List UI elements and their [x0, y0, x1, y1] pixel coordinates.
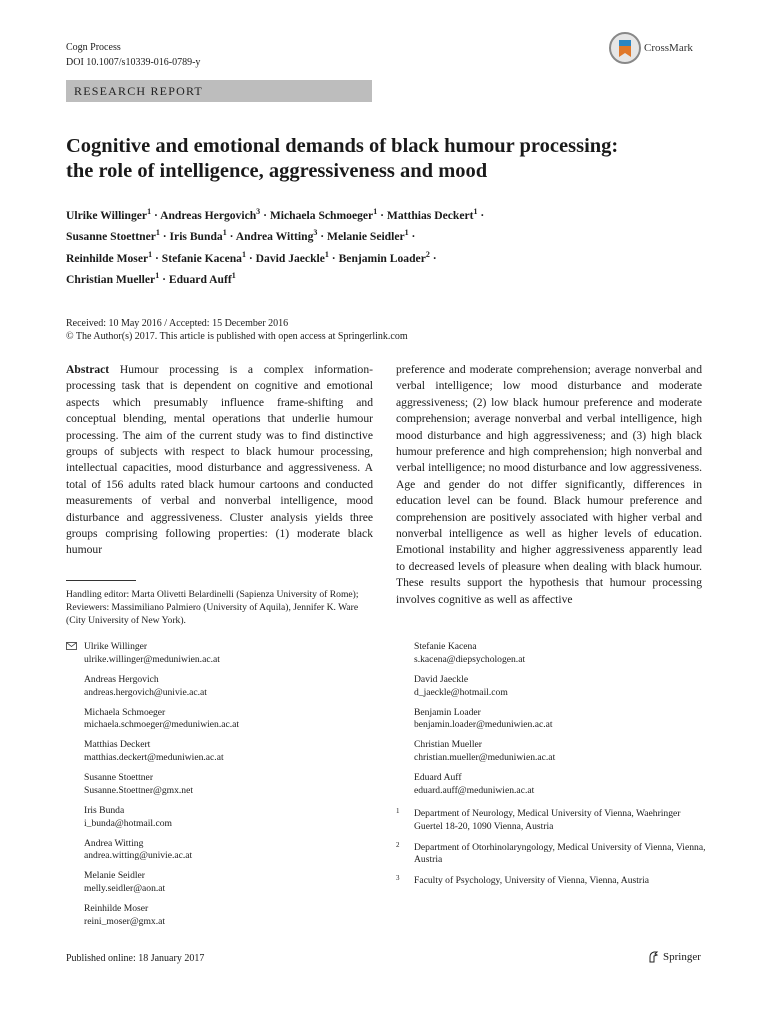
contact-entry — [66, 903, 376, 929]
author-affiliation-marker: 2 — [425, 249, 430, 259]
author-affiliation-marker: 1 — [155, 271, 160, 281]
crossmark-badge[interactable] — [608, 30, 708, 66]
springer-horse-icon — [648, 951, 659, 963]
author-name[interactable]: Ulrike Willinger — [66, 208, 148, 222]
author-name[interactable]: Eduard Auff — [168, 272, 232, 286]
contact-entry — [66, 739, 376, 765]
author-name[interactable]: Christian Mueller — [66, 272, 156, 286]
author-separator: · — [408, 230, 416, 244]
contact-name: Iris Bunda — [84, 804, 125, 816]
contact-entry — [396, 674, 706, 700]
author-separator: · — [429, 251, 437, 265]
abstract-paragraph-left — [66, 362, 373, 559]
author-list — [66, 203, 686, 288]
author-affiliation-marker: 1 — [147, 207, 152, 216]
contact-entry — [66, 772, 376, 798]
contact-name: Ulrike Willinger — [84, 641, 148, 652]
contact-name: Christian Mueller — [414, 739, 482, 751]
contact-email[interactable]: eduard.auff@meduniwien.ac.at — [414, 784, 535, 796]
contact-email[interactable]: i_bunda@hotmail.com — [84, 817, 172, 829]
contact-entry — [396, 641, 706, 667]
author-affiliation-marker: 3 — [313, 228, 318, 238]
contact-name: Susanne Stoettner — [84, 772, 154, 784]
affiliation-number: 1 — [396, 807, 400, 815]
author-separator: · — [152, 251, 162, 265]
abstract-text-left: Humour processing is a complex information-processing task that is dependent on cognitive and emotional aspects which presumably influence frame-shifting and conceptual blending, mental operations that underlie humour processing. The aim of the current study was to find distinctive groups of subjects with respect to black humour processing, intellectual capacities, mood disturbance and aggressiveness. A total of 156 adults rated black humour cartoons and conducted measurements of verbal and nonverbal intelligence, mood disturbance and aggressiveness. Cluster analysis yields three groups comprising following properties: (1) moderate black humour — [66, 363, 373, 557]
affiliation-text: Department of Otorhinolaryngology, Medical University of Vienna, Vienna, Austria — [414, 841, 706, 866]
author-name[interactable]: Reinhilde Moser — [66, 251, 149, 265]
contact-entry — [66, 805, 376, 831]
contact-name: David Jaeckle — [414, 673, 469, 685]
contact-email[interactable]: Susanne.Stoettner@gmx.net — [84, 784, 194, 796]
envelope-icon — [66, 642, 77, 650]
affiliation-number: 2 — [396, 840, 400, 849]
author-separator: · — [317, 230, 328, 244]
author-name[interactable]: Andrea Witting — [235, 230, 314, 244]
abstract-heading: Abstract — [66, 363, 110, 376]
contact-name: Stefanie Kacena — [414, 641, 477, 652]
contact-name: Andrea Witting — [84, 837, 144, 849]
author-separator: · — [328, 251, 339, 265]
affiliation-entry — [396, 875, 706, 888]
affiliation-entry — [396, 808, 706, 834]
author-name[interactable]: Iris Bunda — [169, 230, 223, 244]
author-separator: · — [159, 230, 170, 244]
footnote-divider — [66, 580, 136, 581]
author-separator: · — [159, 272, 169, 286]
author-separator: · — [151, 208, 161, 222]
contact-email[interactable]: matthias.deckert@meduniwien.ac.at — [84, 752, 224, 764]
author-separator: · — [477, 208, 485, 222]
author-name[interactable]: David Jaeckle — [255, 251, 325, 265]
contact-entry — [66, 674, 376, 700]
license-note: © The Author(s) 2017. This article is published with open access at Springerlink.com — [66, 331, 408, 342]
contacts-right-column — [396, 641, 706, 805]
contact-email[interactable]: benjamin.loader@meduniwien.ac.at — [414, 719, 553, 731]
contact-name: Eduard Auff — [414, 772, 462, 784]
contact-email[interactable]: reini_moser@gmx.at — [84, 916, 166, 928]
author-name[interactable]: Michaela Schmoeger — [269, 208, 374, 222]
author-separator: · — [377, 208, 387, 222]
author-affiliation-marker: 1 — [241, 249, 246, 259]
contact-email[interactable]: s.kacena@diepsychologen.at — [414, 653, 526, 665]
handling-editor-note: Handling editor: Marta Olivetti Belardinelli (Sapienza University of Rome); Reviewers: Massimiliano Palmiero (University of Aquila), Jennifer K. Ware (City University of New York). — [66, 589, 359, 626]
author-name[interactable]: Stefanie Kacena — [161, 251, 242, 265]
affiliations-list — [396, 808, 706, 896]
abstract-left-column — [66, 362, 373, 559]
contact-entry — [396, 707, 706, 733]
contact-entry — [66, 870, 376, 896]
author-separator: · — [226, 230, 236, 244]
title-line-2: the role of intelligence, aggressiveness and mood — [66, 160, 488, 182]
contact-name: Benjamin Loader — [414, 706, 481, 718]
doi-link[interactable]: DOI 10.1007/s10339-016-0789-y — [66, 57, 201, 68]
author-name[interactable]: Benjamin Loader — [338, 251, 426, 265]
contact-entry — [396, 772, 706, 798]
affiliation-number: 3 — [396, 874, 400, 883]
author-name[interactable]: Susanne Stoettner — [66, 230, 156, 244]
contact-email[interactable]: melly.seidler@aon.at — [84, 883, 166, 895]
affiliation-text: Department of Neurology, Medical University of Vienna, Waehringer Guertel 18-20, 1090 Vienna, Austria — [414, 808, 681, 832]
contact-name: Reinhilde Moser — [84, 903, 149, 915]
contact-entry — [396, 739, 706, 765]
contact-name: Matthias Deckert — [84, 739, 151, 751]
abstract-text-right: preference and moderate comprehension; average nonverbal and verbal intelligence; low mood disturbance and moderate aggressiveness; (2) low black humour preference and moderate comprehension; average nonverbal and verbal intelligence, high mood disturbance and high aggressiveness; and (3) high black humour preference and high comprehension; high nonverbal and verbal intelligence; no mood disturbance and low aggressiveness. Age and gender do not differ significantly, differences in education level can be found. Black humour preference and comprehension are positively associated with higher verbal and nonverbal intelligence as well as higher levels of education. Emotional instability and higher aggressiveness apparently lead to decreased levels of pleasure when dealing with black humour. These results support the hypothesis that humour processing involves cognitive as well as affective — [396, 363, 702, 606]
author-affiliation-marker: 1 — [473, 207, 478, 216]
journal-name: Cogn Process — [66, 42, 121, 53]
author-name[interactable]: Melanie Seidler — [327, 230, 405, 244]
contacts-left-column — [66, 641, 376, 936]
crossmark-label: CrossMark — [644, 42, 693, 54]
contact-email[interactable]: andreas.hergovich@univie.ac.at — [84, 686, 207, 698]
contact-email[interactable]: christian.mueller@meduniwien.ac.at — [414, 752, 556, 764]
affiliation-entry — [396, 842, 706, 868]
contact-name: Andreas Hergovich — [84, 673, 159, 685]
publisher-name: Springer — [663, 951, 701, 963]
author-name[interactable]: Andreas Hergovich — [160, 208, 257, 222]
published-date: Published online: 18 January 2017 — [66, 953, 205, 964]
contact-email[interactable]: ulrike.willinger@meduniwien.ac.at — [84, 653, 220, 665]
paper-title — [66, 134, 706, 184]
author-affiliation-marker: 1 — [324, 249, 329, 259]
title-line-1: Cognitive and emotional demands of black humour processing: — [66, 135, 619, 157]
springer-logo — [648, 951, 701, 963]
contact-entry — [66, 707, 376, 733]
author-separator: · — [245, 251, 256, 265]
affiliation-text: Faculty of Psychology, University of Vienna, Vienna, Austria — [414, 875, 650, 887]
abstract-right-column — [396, 362, 702, 608]
contact-entry — [66, 641, 376, 667]
contact-name: Michaela Schmoeger — [84, 706, 166, 718]
section-label: RESEARCH REPORT — [66, 80, 372, 102]
author-affiliation-marker: 3 — [256, 207, 261, 216]
contact-email[interactable]: d_jaeckle@hotmail.com — [414, 686, 508, 698]
author-affiliation-marker: 1 — [155, 228, 160, 238]
contact-name: Melanie Seidler — [84, 870, 146, 882]
author-affiliation-marker: 1 — [222, 228, 227, 238]
crossmark-icon — [608, 31, 642, 65]
author-affiliation-marker: 1 — [148, 249, 153, 259]
contact-email[interactable]: michaela.schmoeger@meduniwien.ac.at — [84, 719, 240, 731]
contact-entry — [66, 838, 376, 864]
author-affiliation-marker: 1 — [404, 228, 409, 238]
received-dates: Received: 10 May 2016 / Accepted: 15 December 2016 — [66, 318, 289, 329]
contact-email[interactable]: andrea.witting@univie.ac.at — [84, 850, 193, 862]
author-affiliation-marker: 1 — [231, 271, 236, 281]
author-affiliation-marker: 1 — [373, 207, 378, 216]
author-name[interactable]: Matthias Deckert — [386, 208, 474, 222]
author-separator: · — [260, 208, 270, 222]
